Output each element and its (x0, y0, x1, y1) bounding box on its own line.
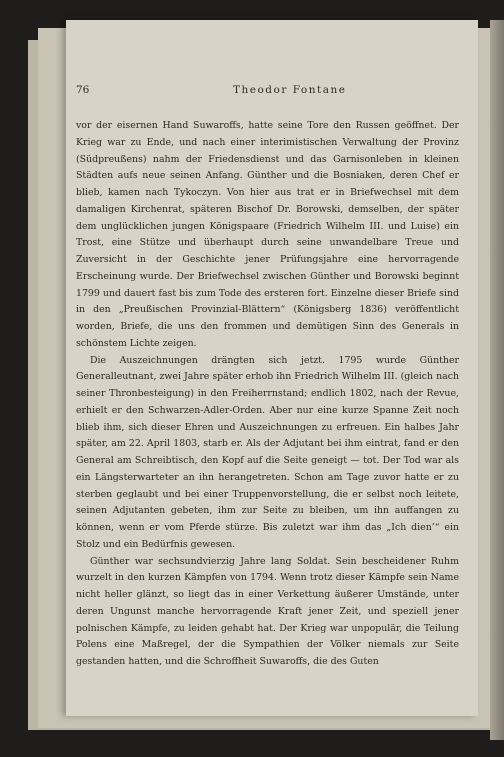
running-title: Theodor Fontane (233, 84, 347, 96)
page-number: 76 (76, 84, 90, 96)
page-header (76, 84, 454, 96)
paragraph: Günther war sechsundvierzig Jahre lang Soldat. Sein bescheidener Ruhm wurzelt in den kurzen Kämpfen von 1794. Wenn trotz dieser Kämpfe sein Name nicht heller glänzt, so liegt das in einer Verkettung äußerer Umstände, unter deren Ungunst manche hervorragende Kraft jener Zeit, und speziell jener polnischen Kämpfe, zu leiden gehabt hat. Der Krieg war unpopulär, die Teilung Polens eine Maßregel, der die Sympathien der Völker niemals zur Seite gestanden hatten, und die Schroffheit Suwaroffs, die des Guten (76, 555, 459, 667)
paragraph: vor der eisernen Hand Suwaroffs, hatte seine Tore den Russen geöffnet. Der Krieg war zu Ende, und nach einer interimistischen Verwaltung der Provinz (Südpreußens) nahm der Friedensdienst und das Garnisonleben in kleinen Städten aufs neue seinen Anfang. Günther und die Bosniaken, deren Chef er blieb, kamen nach Tykoczyn. Von hier aus trat er in Briefwechsel mit dem damaligen Kirchenrat, späteren Bischof Dr. Borowski, demselben, der später dem unglücklichen jungen Königspaare (Friedrich Wilhelm III. und Luise) ein Trost, eine Stütze und überhaupt durch seine unwandelbare Treue und Zuversicht in der Geschichte jener Prüfungsjahre eine hervorragende Erscheinung wurde. Der Briefwechsel zwischen Günther und Borowski beginnt 1799 und dauert fast bis zum Tode des ersteren fort. Einzelne dieser Briefe sind in den „Preußischen Provinzial-Blättern“ (Königsberg 1836) veröffentlicht worden, Briefe, die uns den frommen und demütigen Sinn des Generals in schönstem Lichte zeigen. (76, 120, 459, 349)
body-text (76, 118, 459, 671)
paragraph: Die Auszeichnungen drängten sich jetzt. 1795 wurde Günther Generalleutnant, zwei Jahre später erhob ihn Friedrich Wilhelm III. (gleich nach seiner Thronbesteigung) in den Freiherrnstand; endlich 1802, nach der Revue, erhielt er den Schwarzen-Adler-Orden. Aber nur eine kurze Spanne Zeit noch blieb ihm, sich dieser Ehren und Auszeichnungen zu erfreuen. Ein halbes Jahr später, am 22. April 1803, starb er. Als der Adjutant bei ihm eintrat, fand er den General am Schreibtisch, den Kopf auf die Seite geneigt — tot. Der Tod war als ein Längsterwarteter an ihn herangetreten. Schon am Tage zuvor hatte er zu sterben geglaubt und bei einer Truppenvorstellung, die er selbst noch leitete, seinen Adjutanten gebeten, ihm zur Seite zu bleiben, um ihn auffangen zu können, wenn er vom Pferde stürze. Bis zuletzt war ihm das „Ich dien’“ ein Stolz und ein Bedürfnis gewesen. (76, 354, 459, 550)
book-edge (490, 20, 504, 740)
